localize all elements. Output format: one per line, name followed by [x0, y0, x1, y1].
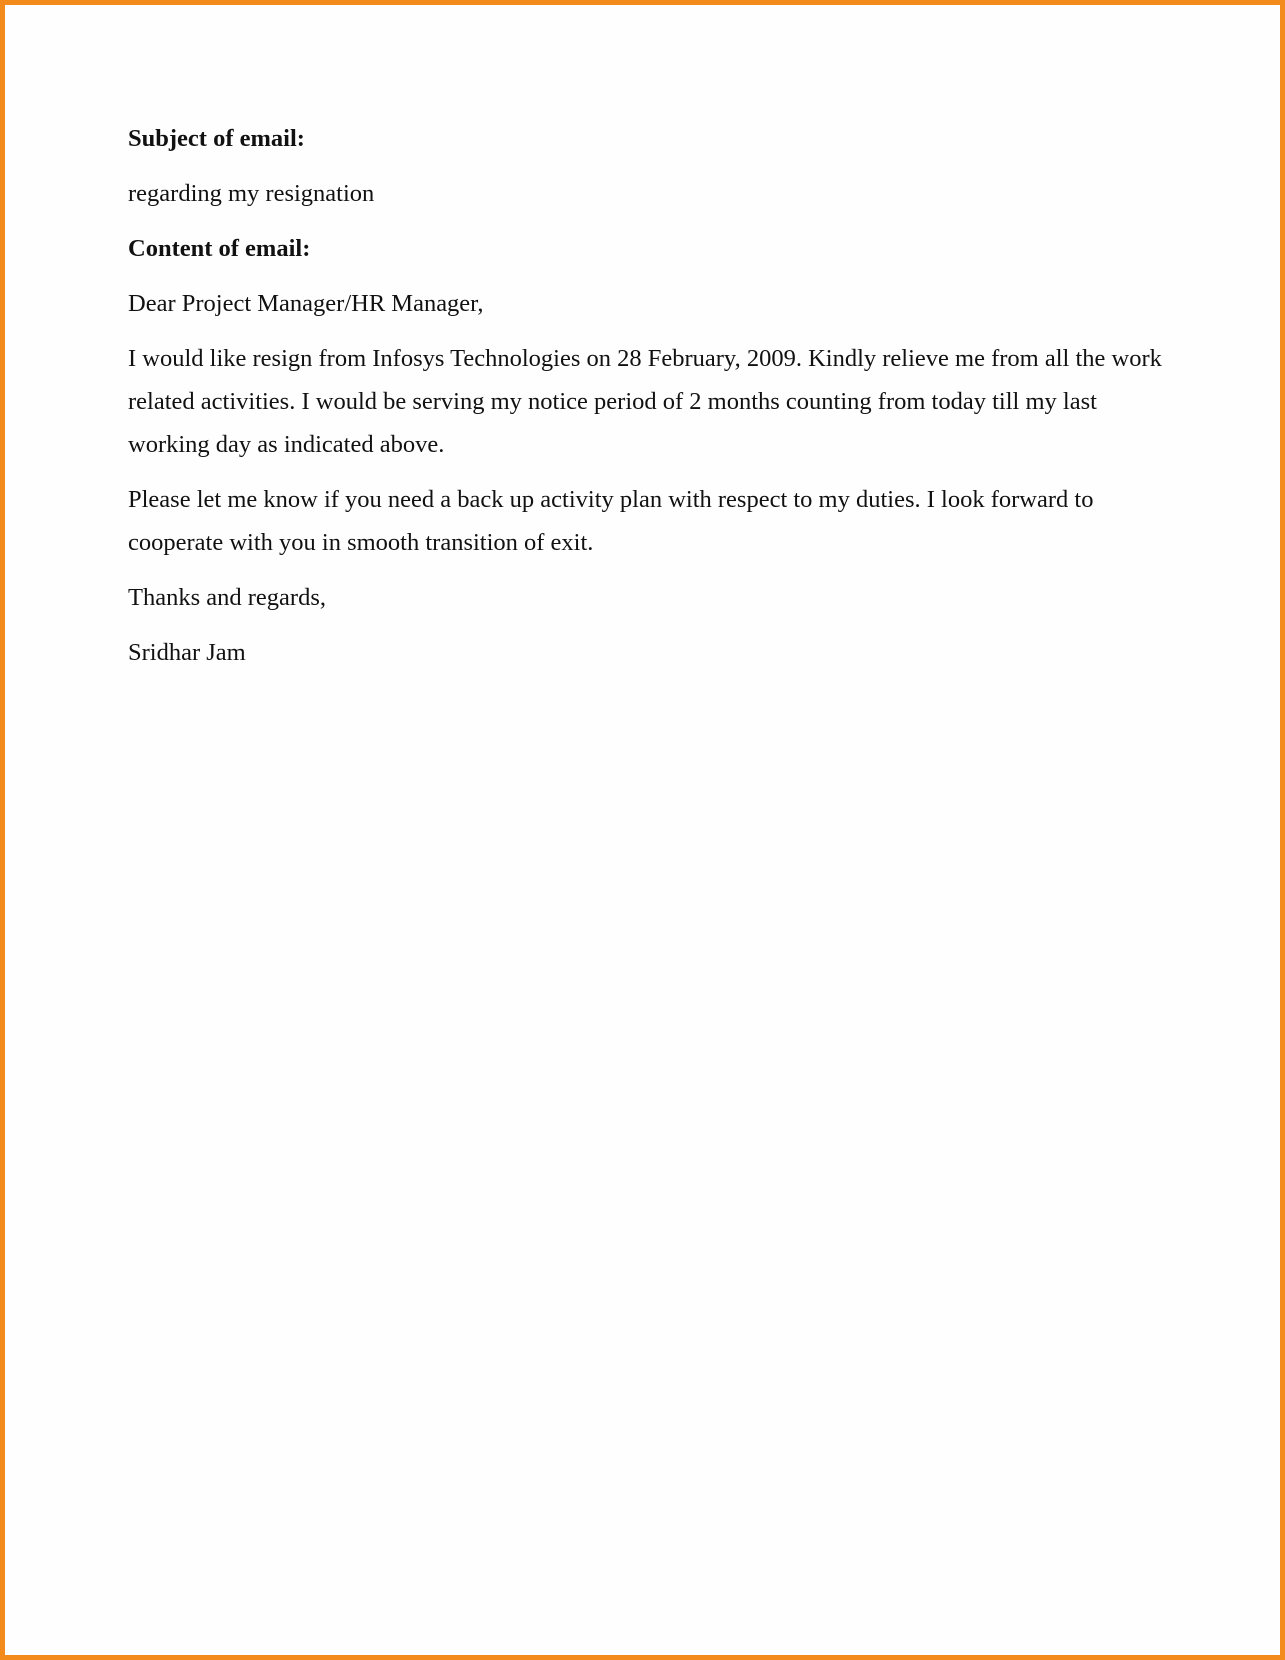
closing: Thanks and regards, [128, 584, 326, 611]
body-paragraph-2: Please let me know if you need a back up activity plan with respect to my duties. I look forward to cooperate with you in smooth transition of exit. [128, 486, 1094, 556]
subject-text: regarding my resignation [128, 180, 375, 207]
content-heading: Content of email: [128, 235, 311, 262]
subject-heading: Subject of email: [128, 125, 305, 152]
salutation: Dear Project Manager/HR Manager, [128, 290, 484, 317]
body-paragraph-1: I would like resign from Infosys Technologies on 28 February, 2009. Kindly relieve me from all the work related activities. I would be serving my notice period of 2 months counting from today till my last working day as indicated above. [128, 345, 1162, 458]
signature: Sridhar Jam [128, 639, 246, 666]
email-letter [128, 117, 1168, 674]
